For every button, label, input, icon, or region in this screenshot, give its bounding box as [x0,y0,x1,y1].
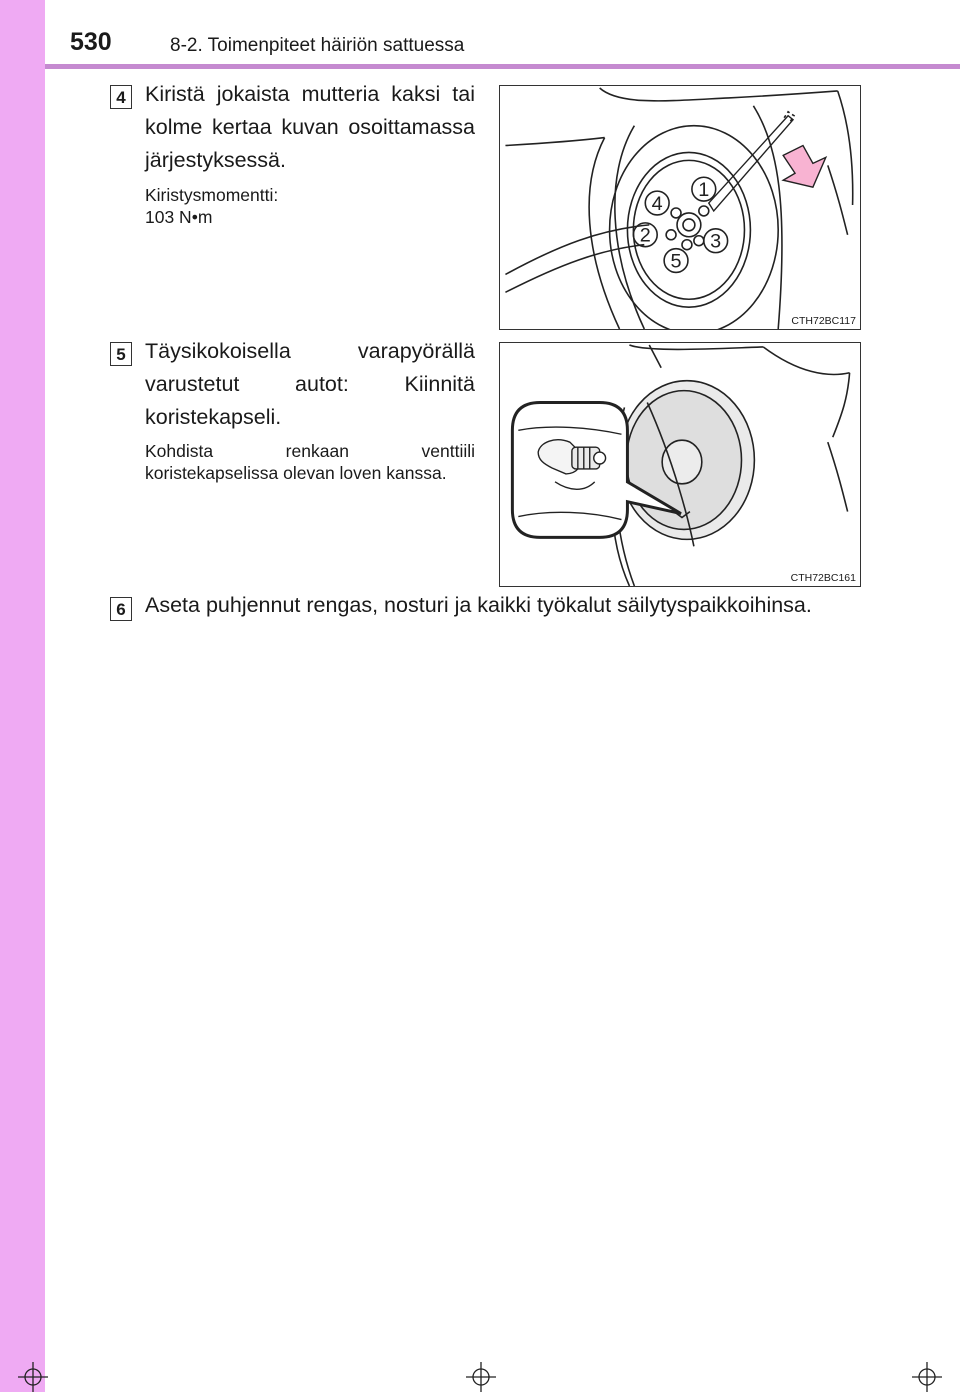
step-5-note: Kohdista renkaan venttiili koristekapselissa olevan loven kanssa. [145,441,475,483]
figure-wheel-nut-order [499,85,861,330]
step-5-text: Täysikokoisella varapyörällä varustetut autot: Kiinnitä koristekapseli. [145,339,475,429]
nut-label-2: 2 [639,224,651,247]
header-rule [45,64,960,69]
registration-mark-icon [466,1362,496,1392]
wheel-cover-illustration [500,343,860,586]
nut-label-4: 4 [651,192,663,215]
step-4-text: Kiristä jokaista mutteria kaksi tai kolme kertaa kuvan osoittamassa järjestyksessä. [145,82,475,172]
step-6-badge: 6 [110,597,132,621]
registration-mark-icon [912,1362,942,1392]
step-5-badge: 5 [110,342,132,366]
figure-code: CTH72BC117 [791,315,856,327]
page-number: 530 [70,28,112,56]
registration-mark-icon [18,1362,48,1392]
step-4-note-label: Kiristysmomentti: [145,185,279,205]
wheel-nut-illustration [500,86,860,329]
step-6-text: Aseta puhjennut rengas, nosturi ja kaikki työkalut säilytyspaikkoihinsa. [145,593,812,617]
nut-label-1: 1 [698,179,710,202]
figure-wheel-cover [499,342,861,587]
figure-code: CTH72BC161 [790,572,856,584]
chapter-title: 8-2. Toimenpiteet häiriön sattuessa [170,35,465,56]
side-color-band [0,0,45,1392]
step-4-badge: 4 [110,85,132,109]
nut-label-5: 5 [670,250,682,273]
step-4-note-value: 103 N•m [145,207,213,227]
nut-label-3: 3 [710,230,722,253]
